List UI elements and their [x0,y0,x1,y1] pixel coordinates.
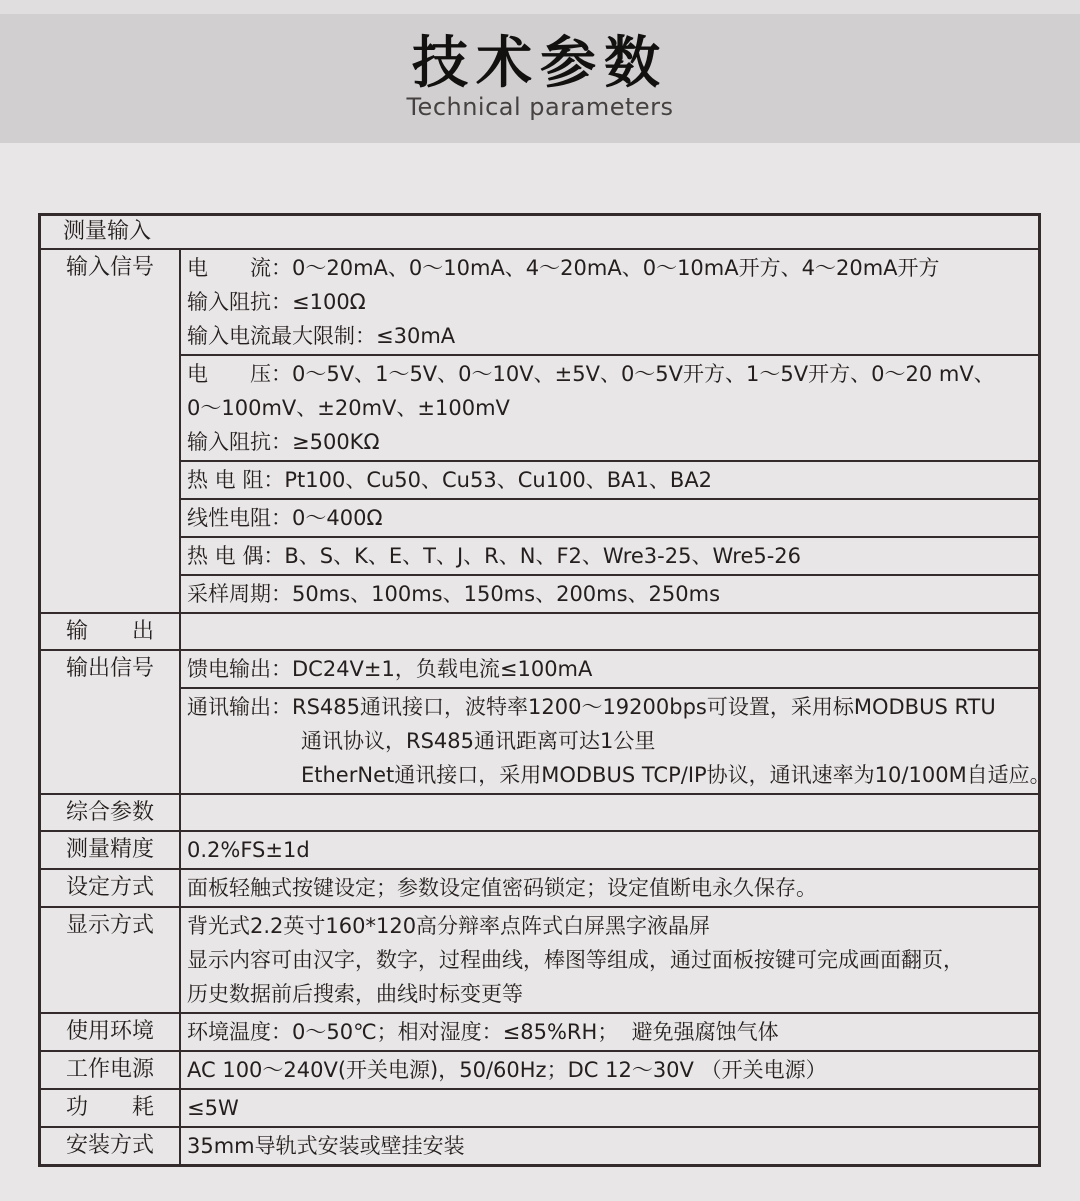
section-header-label: 综合参数 [41,795,181,830]
spec-table [38,213,1051,1167]
spec-line: 环境温度：0～50℃；相对湿度：≤85%RH； 避免强腐蚀气体 [187,1020,779,1044]
row-label: 设定方式 [41,870,181,906]
comprehensive-empty [181,795,1038,830]
spec-line: 输入电流最大限制：≤30mA [187,324,456,348]
spec-line: AC 100～240V(开关电源)，50/60Hz；DC 12～30V （开关电源） [187,1058,827,1082]
cell-sampling-period [181,574,1038,612]
row-label: 使用环境 [41,1014,181,1050]
top-strip [0,0,1080,14]
table-row-display-method [41,906,1038,1012]
cell-thermocouple [181,536,1038,574]
table-row-input-signal [41,248,1038,612]
cell-setting-method [181,870,1038,906]
spec-line: EtherNet通讯接口，采用MODBUS TCP/IP协议，通讯速率为10/100M自适应。 [301,763,1051,787]
output-signal-values [181,651,1051,793]
row-label: 输入信号 [41,250,181,612]
cell-linear-resistance [181,498,1038,536]
spec-line: 背光式2.2英寸160*120高分辩率点阵式白屏黑字液晶屏 [187,914,711,938]
cell-accuracy [181,832,1038,868]
page-title: 技术参数 [412,31,668,96]
cell-power-feed [181,651,1038,687]
table-row-output-signal [41,649,1051,793]
section-header-label: 输 出 [41,614,181,649]
output-empty [181,614,1038,649]
spec-line: 输入阻抗：≥500KΩ [187,430,380,454]
table-row-output [41,612,1038,649]
spec-line: 热 电 阻：Pt100、Cu50、Cu53、Cu100、BA1、BA2 [187,468,713,492]
cell-power-consumption [181,1090,1038,1126]
spec-line: 电 流：0～20mA、0～10mA、4～20mA、0～10mA开方、4～20mA开方 [187,256,940,280]
spec-line: 采样周期：50ms、100ms、150ms、200ms、250ms [187,582,721,606]
row-label: 工作电源 [41,1052,181,1088]
table-row-comprehensive [41,793,1038,830]
row-label: 功 耗 [41,1090,181,1126]
row-label: 显示方式 [41,908,181,1012]
spec-line: 历史数据前后搜索，曲线时标变更等 [187,982,523,1006]
spec-line: 输入阻抗：≤100Ω [187,290,366,314]
row-label: 安装方式 [41,1128,181,1164]
page-subtitle: Technical parameters [406,93,674,121]
cell-voltage [181,354,1038,460]
empty-cell [181,795,1038,829]
table-row-setting-method [41,868,1038,906]
spec-line: 0～100mV、±20mV、±100mV [187,396,510,420]
table-row-installation [41,1126,1038,1164]
cell-installation [181,1128,1038,1164]
table-row-power-supply [41,1050,1038,1088]
section-header-label: 测量输入 [63,219,152,244]
table-row-accuracy [41,830,1038,868]
spec-line: 热 电 偶：B、S、K、E、T、J、R、N、F2、Wre3-25、Wre5-26 [187,544,802,568]
spec-line: 电 压：0～5V、1～5V、0～10V、±5V、0～5V开方、1～5V开方、0～20 mV、 [187,362,995,386]
input-signal-values [181,250,1038,612]
spec-line: 35mm导轨式安装或壁挂安装 [187,1134,465,1158]
table-row-measure-input [41,216,1038,248]
spec-line: 线性电阻：0～400Ω [187,506,383,530]
cell-communication [181,687,1051,793]
spec-line: 面板轻触式按键设定；参数设定值密码锁定；设定值断电永久保存。 [187,876,817,900]
cell-rtd [181,460,1038,498]
cell-current [181,250,1038,354]
row-label: 测量精度 [41,832,181,868]
table-row-power-consumption [41,1088,1038,1126]
spec-line: 显示内容可由汉字，数字，过程曲线，棒图等组成，通过面板按键可完成画面翻页， [187,948,964,972]
spec-line: ≤5W [187,1096,239,1120]
spec-line: 馈电输出：DC24V±1，负载电流≤100mA [187,657,593,681]
cell-environment [181,1014,1038,1050]
table-row-environment [41,1012,1038,1050]
page-header [0,14,1080,143]
spec-line: 通讯协议，RS485通讯距离可达1公里 [301,729,656,753]
row-label: 输出信号 [41,651,181,793]
spec-line: 0.2%FS±1d [187,838,310,862]
empty-cell [181,614,1038,648]
spec-line: 通讯输出：RS485通讯接口，波特率1200～19200bps可设置，采用标MODBUS RTU [187,695,996,719]
cell-power-supply [181,1052,1038,1088]
cell-display-method [181,908,1038,1012]
